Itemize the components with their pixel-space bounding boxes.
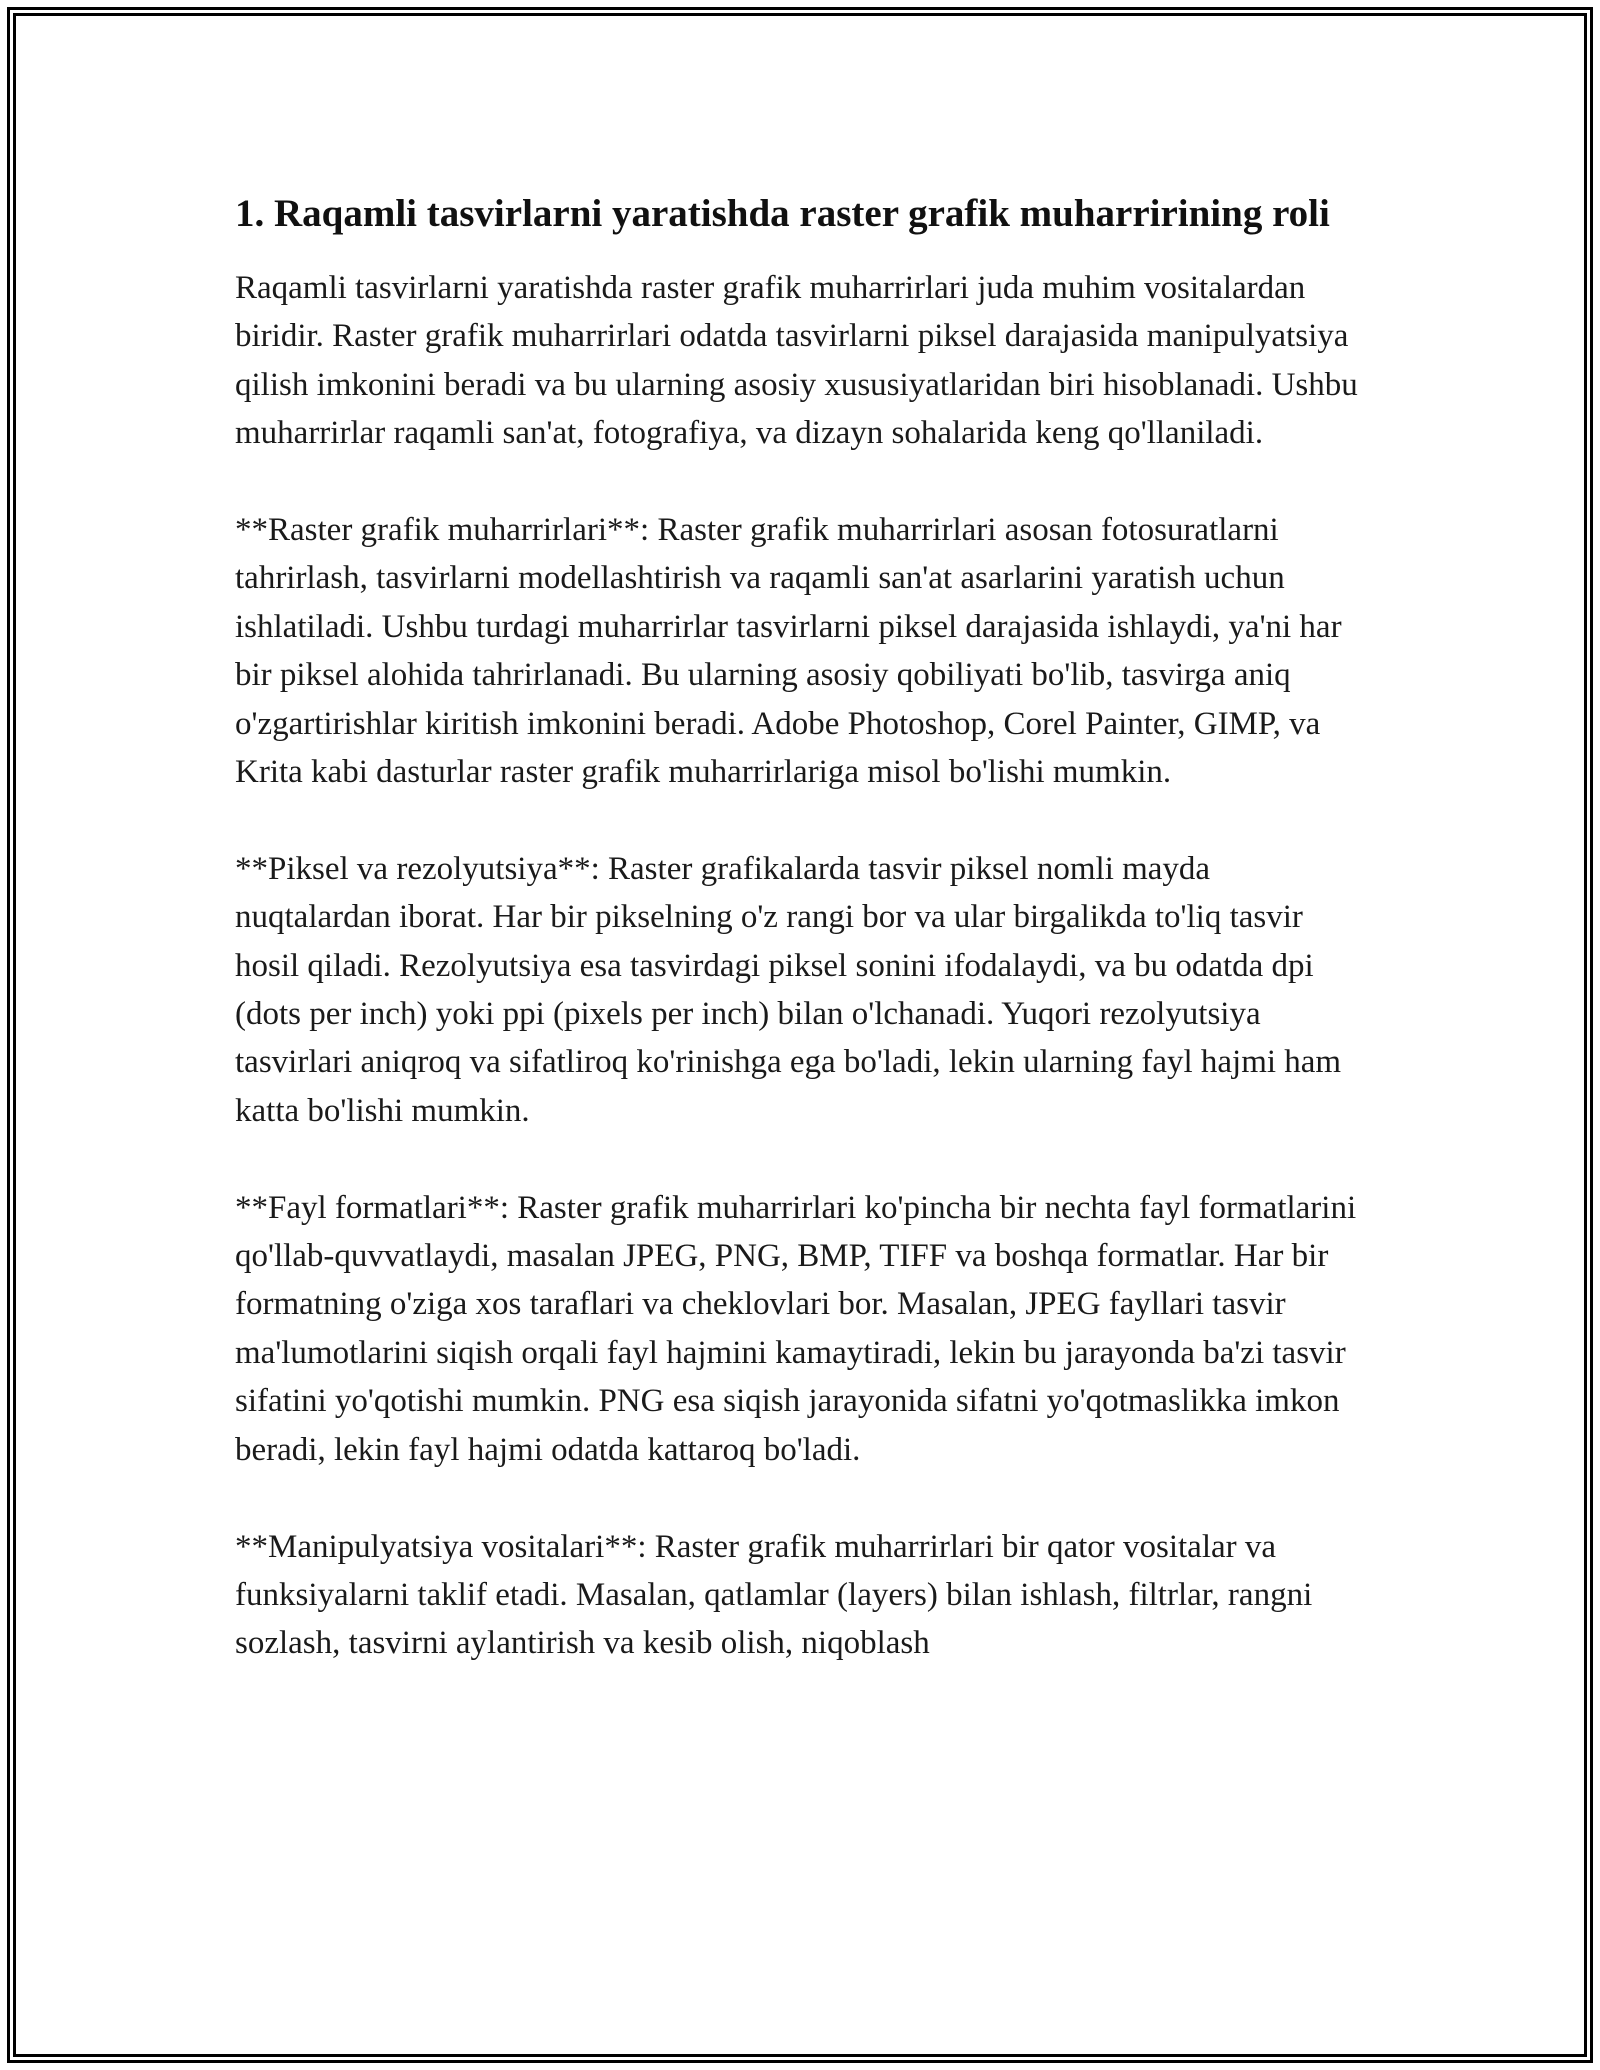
paragraph-manipulation-tools: **Manipulyatsiya vositalari**: Raster grafik muharrirlari bir qator vositalar va funksiyalarni taklif etadi. Masalan, qatlamlar (layers) bilan ishlash, filtrlar, rangni sozlash, tasvirni aylantirish va kesib olish, niqoblash	[235, 1528, 1313, 1662]
paragraph-file-formats: **Fayl formatlari**: Raster grafik muharrirlari ko'pincha bir nechta fayl formatlarini qo'llab-quvvatlaydi, masalan JPEG, PNG, BMP, TIFF va boshqa formatlar. Har bir formatning o'ziga xos taraflari va cheklovlari bor. Masalan, JPEG fayllari tasvir ma'lumotlarini siqish orqali fayl hajmini kamaytiradi, lekin bu jarayonda ba'zi tasvir sifatini yo'qotishi mumkin. PNG esa siqish jarayonida sifatni yo'qotmaslikka imkon beradi, lekin fayl hajmi odatda kattaroq bo'ladi.	[235, 1189, 1357, 1468]
document-body	[235, 186, 1365, 1716]
paragraph-raster-editors: **Raster grafik muharrirlari**: Raster grafik muharrirlari asosan fotosuratlarni tahrirlash, tasvirlarni modellashtirish va raqamli san'at asarlarini yaratish uchun ishlatiladi. Ushbu turdagi muharrirlar tasvirlarni piksel darajasida ishlaydi, ya'ni har bir piksel alohida tahrirlanadi. Bu ularning asosiy qobiliyati bo'lib, tasvirga aniq o'zgartirishlar kiritish imkonini beradi. Adobe Photoshop, Corel Painter, GIMP, va Krita kabi dasturlar raster grafik muharrirlariga misol bo'lishi mumkin.	[235, 512, 1342, 791]
paragraph-intro: Raqamli tasvirlarni yaratishda raster grafik muharrirlari juda muhim vositalardan biridir. Raster grafik muharrirlari odatda tasvirlarni piksel darajasida manipulyatsiya qilish imkonini beradi va bu ularning asosiy xususiyatlaridan biri hisoblanadi. Ushbu muharrirlar raqamli san'at, fotografiya, va dizayn sohalarida keng qo'llaniladi.	[235, 270, 1358, 452]
section-heading: 1. Raqamli tasvirlarni yaratishda raster grafik muharririning roli	[235, 192, 1330, 235]
paragraph-pixel-resolution: **Piksel va rezolyutsiya**: Raster grafikalarda tasvir piksel nomli mayda nuqtalardan iborat. Har bir pikselning o'z rangi bor va ular birgalikda to'liq tasvir hosil qiladi. Rezolyutsiya esa tasvirdagi piksel sonini ifodalaydi, va bu odatda dpi (dots per inch) yoki ppi (pixels per inch) bilan o'lchanadi. Yuqori rezolyutsiya tasvirlari aniqroq va sifatliroq ko'rinishga ega bo'ladi, lekin ularning fayl hajmi ham katta bo'lishi mumkin.	[235, 850, 1342, 1129]
